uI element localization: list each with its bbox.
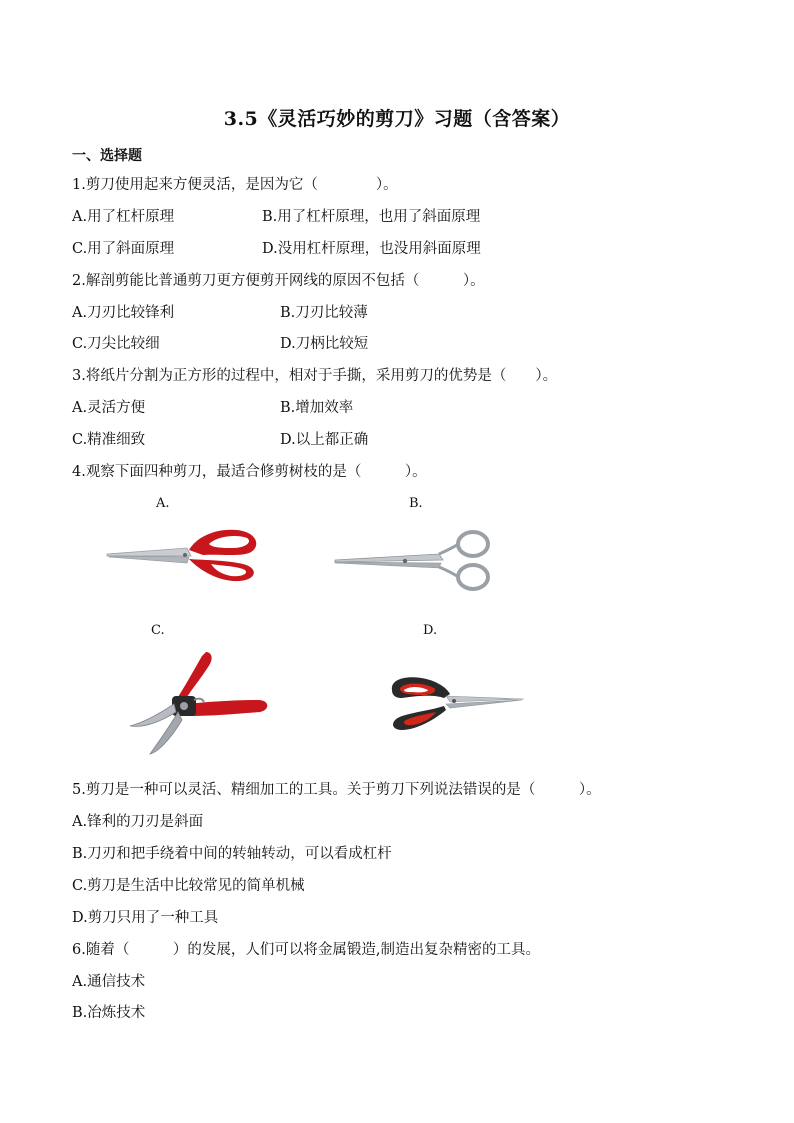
section-heading: 一、选择题	[72, 148, 142, 164]
q4-image-label-d: D.	[423, 623, 438, 638]
q5-option-a: A.锋利的刀刃是斜面	[72, 814, 204, 830]
q2-option-a: A.刀刃比较锋利	[72, 305, 175, 321]
question-1-stem: 1.剪刀使用起来方便灵活，是因为它（ ）。	[72, 177, 398, 193]
q6-option-a: A.通信技术	[72, 974, 146, 990]
q5-option-d: D.剪刀只用了一种工具	[72, 910, 219, 926]
q2-option-b: B.刀刃比较薄	[280, 305, 368, 321]
q4-image-label-c: C.	[151, 623, 165, 638]
q6-option-b: B.冶炼技术	[72, 1005, 146, 1021]
black-red-scissors-icon	[384, 670, 526, 734]
q2-option-d: D.刀柄比较短	[280, 336, 369, 352]
q3-option-c: C.精准细致	[72, 432, 146, 448]
q4-image-label-b: B.	[409, 496, 423, 511]
q4-image-label-a: A.	[156, 496, 170, 511]
q2-option-c: C.刀尖比较细	[72, 336, 160, 352]
question-4-stem: 4.观察下面四种剪刀，最适合修剪树枝的是（ ）。	[72, 464, 427, 480]
q5-option-b: B.刀刃和把手绕着中间的转轴转动，可以看成杠杆	[72, 846, 392, 862]
q5-option-c: C.剪刀是生活中比较常见的简单机械	[72, 878, 305, 894]
question-2-stem: 2.解剖剪能比普通剪刀更方便剪开网线的原因不包括（ ）。	[72, 273, 485, 289]
question-5-stem: 5.剪刀是一种可以灵活、精细加工的工具。关于剪刀下列说法错误的是（ ）。	[72, 782, 601, 798]
q1-option-d: D.没用杠杆原理，也没用斜面原理	[262, 241, 481, 257]
q3-option-a: A.灵活方便	[72, 400, 146, 416]
red-handle-scissors-icon	[105, 526, 265, 584]
q3-option-d: D.以上都正确	[280, 432, 369, 448]
question-6-stem: 6.随着（ ）的发展，人们可以将金属锻造,制造出复杂精密的工具。	[72, 942, 540, 958]
question-3-stem: 3.将纸片分割为正方形的过程中，相对于手撕，采用剪刀的优势是（ ）。	[72, 368, 558, 384]
page-title: 3.5《灵活巧妙的剪刀》习题（含答案）	[223, 108, 571, 130]
pruning-shears-icon	[128, 650, 272, 756]
q1-option-b: B.用了杠杆原理，也用了斜面原理	[262, 209, 481, 225]
q1-option-c: C.用了斜面原理	[72, 241, 175, 257]
q3-option-b: B.增加效率	[280, 400, 354, 416]
steel-surgical-scissors-icon	[333, 530, 493, 592]
q1-option-a: A.用了杠杆原理	[72, 209, 175, 225]
